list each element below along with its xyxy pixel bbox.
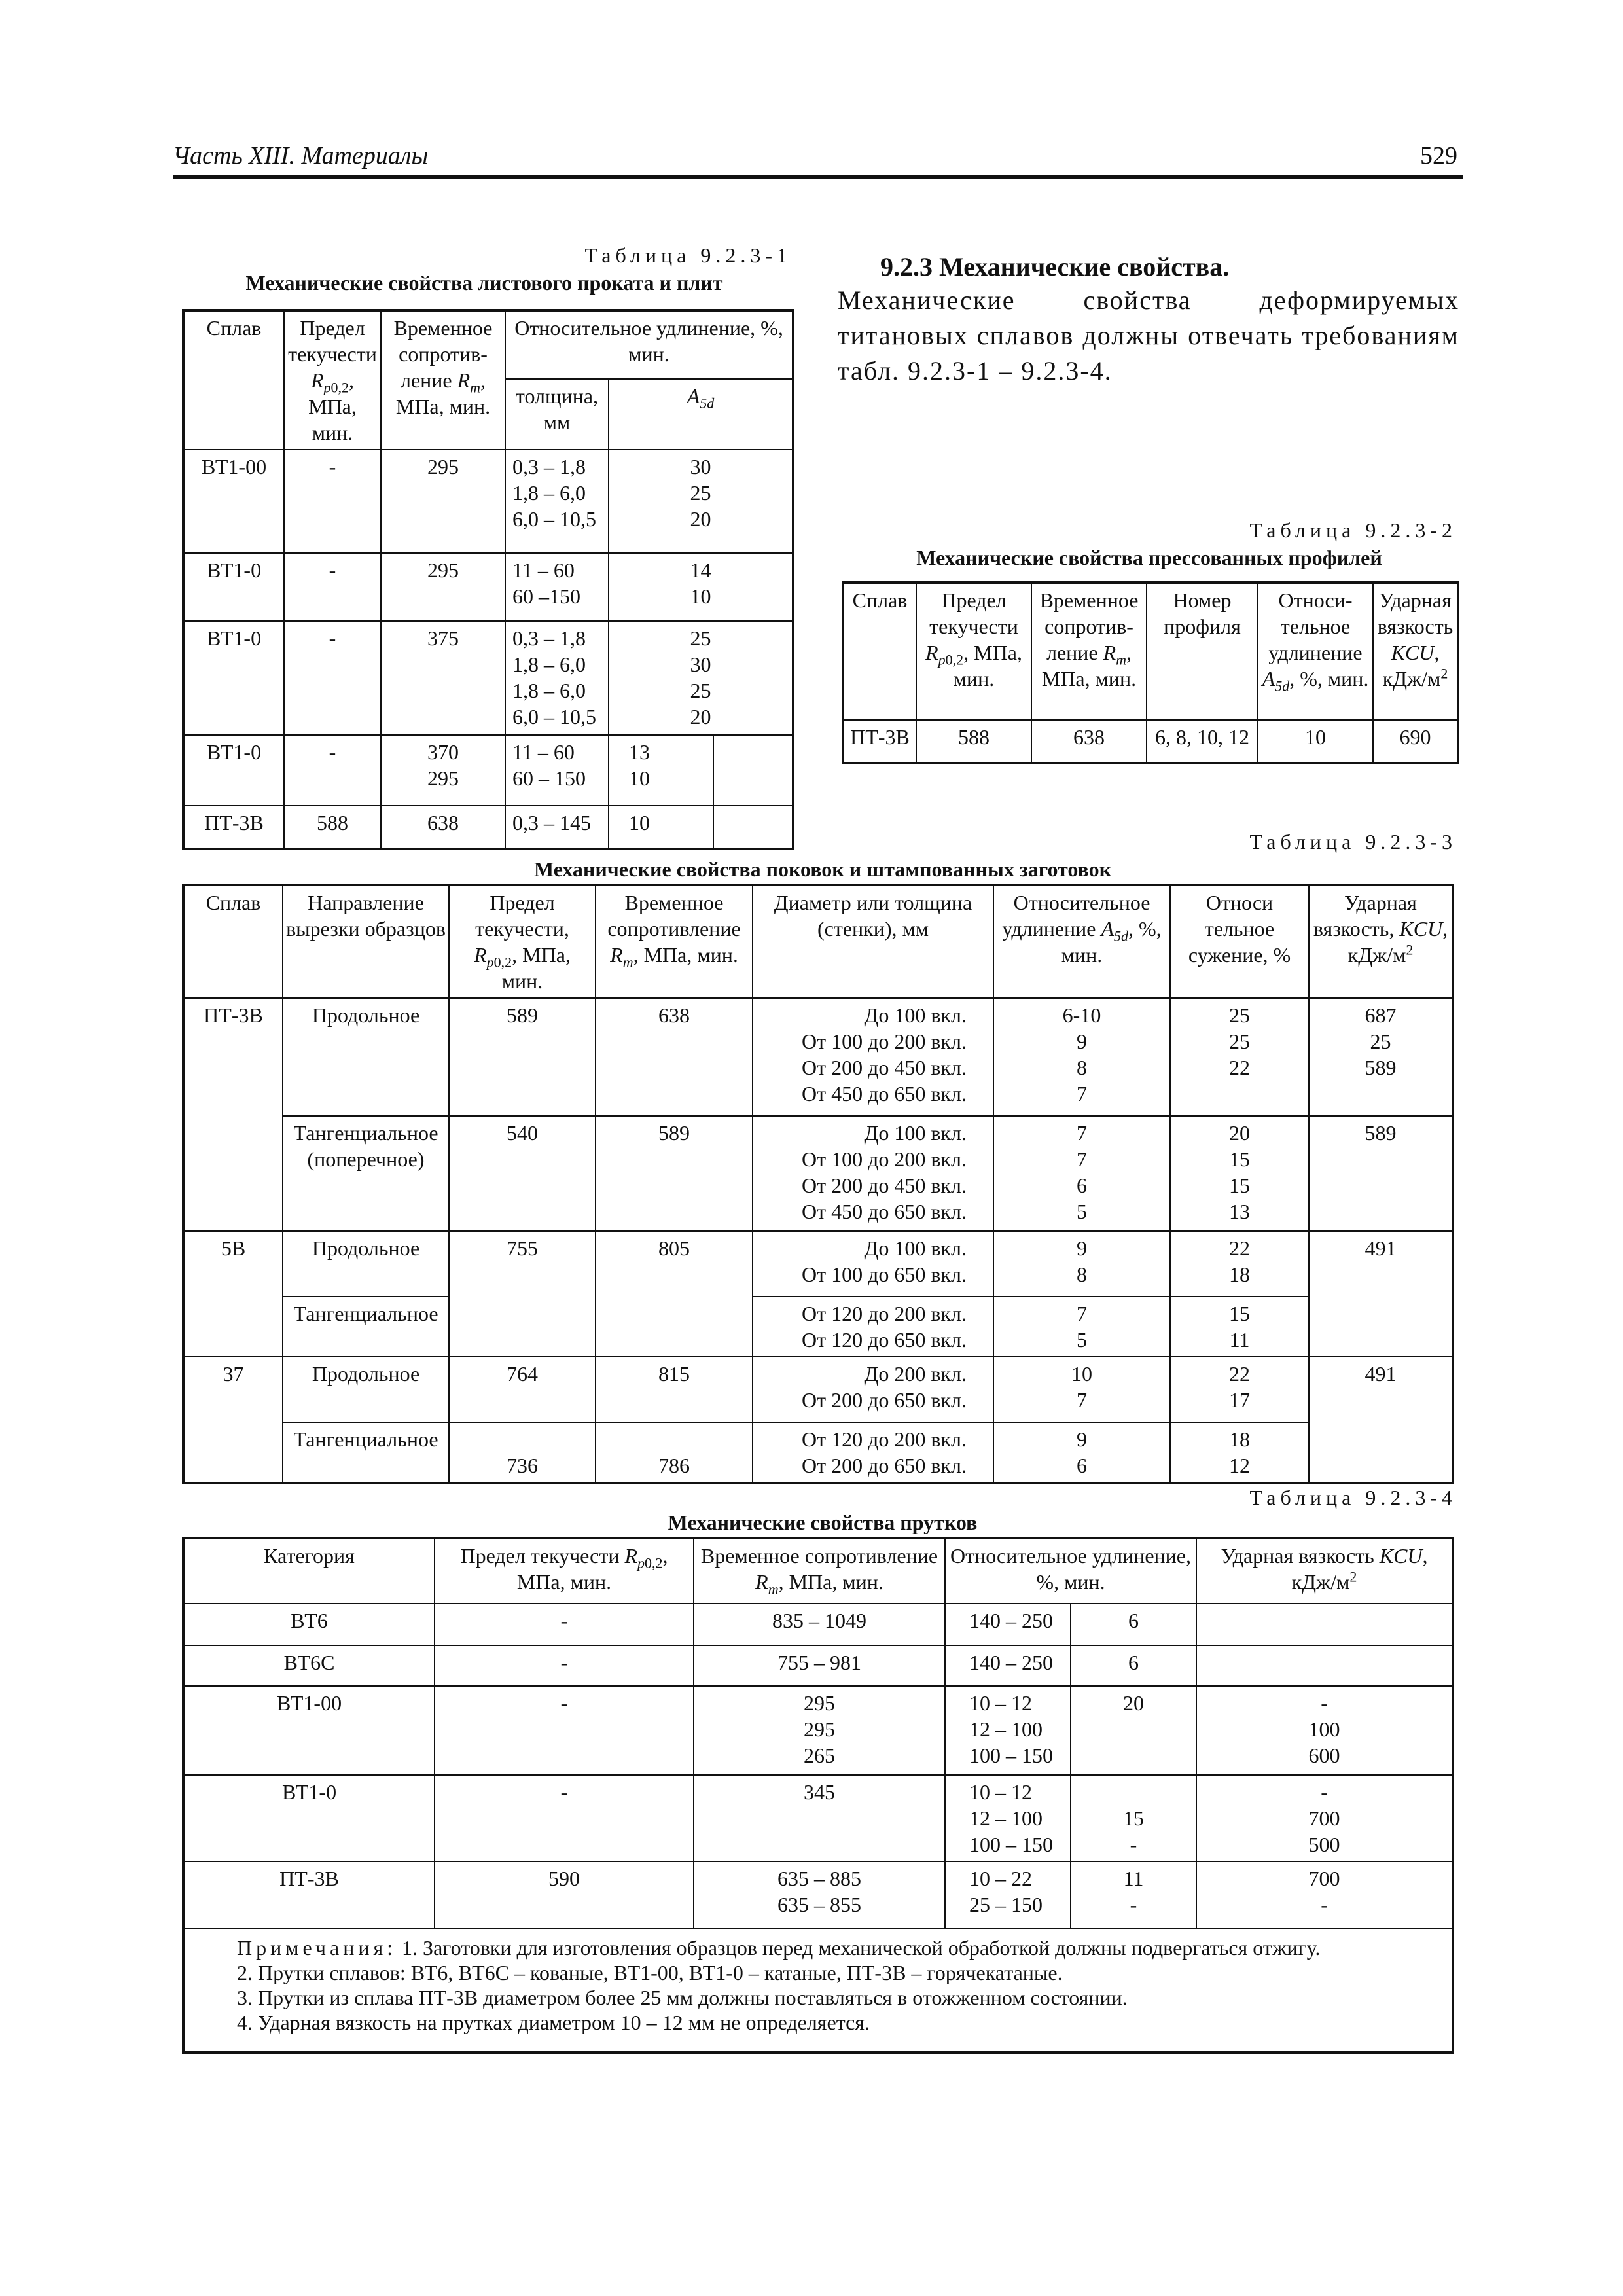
- t1-header-alloy: Сплав: [183, 310, 284, 450]
- t1-thickness: 11 – 60 60 –150: [505, 553, 609, 621]
- t4-kcu: [1196, 1645, 1453, 1686]
- t3-kcu: 687 25 589: [1309, 998, 1453, 1116]
- table-3: [182, 884, 1454, 1484]
- t1-header-a5d: $A_{5d}$: [609, 379, 793, 450]
- running-header-title: Часть XIII. Материалы: [173, 142, 429, 170]
- table-row: [183, 998, 1453, 1116]
- t3-alloy: ПТ-3В: [183, 998, 283, 1231]
- table-4-caption: Механические свойства прутков: [668, 1511, 978, 1534]
- table-1: [182, 309, 794, 850]
- t3-reduction: 20 15 15 13: [1170, 1116, 1309, 1231]
- t3-header-kcu: Ударная вязкость, KCU, кДж/$м^2$: [1309, 885, 1453, 998]
- t4-header-yield: Предел текучести $R_{p0,2}$, МПа, мин.: [435, 1538, 694, 1604]
- t3-tensile: 815: [596, 1357, 753, 1422]
- t4-tensile: 635 – 885 635 – 855: [694, 1861, 945, 1928]
- t3-yield: 764: [449, 1357, 596, 1422]
- t4-elongation: 15 -: [1071, 1775, 1196, 1861]
- t1-thickness: 11 – 60 60 – 150: [505, 735, 609, 806]
- t1-empty-cell: [713, 806, 793, 849]
- t1-yield: -: [284, 621, 381, 735]
- t4-yield: -: [435, 1686, 694, 1775]
- t2-header-profile: Номер профиля: [1147, 583, 1258, 720]
- t2-cell: 6, 8, 10, 12: [1147, 720, 1258, 763]
- t3-reduction: 22 17: [1170, 1357, 1309, 1422]
- t1-yield: -: [284, 735, 381, 806]
- t3-elongation: 7 5: [993, 1297, 1170, 1357]
- t1-elongation: 30 25 20: [609, 450, 793, 553]
- t4-category: ВТ1-0: [183, 1775, 435, 1861]
- t1-tensile: 375: [381, 621, 505, 735]
- table-1-caption: Механические свойства листового проката и плит: [245, 271, 723, 295]
- t3-reduction: 25 25 22: [1170, 998, 1309, 1116]
- t2-cell: 10: [1258, 720, 1373, 763]
- t3-reduction: 15 11: [1170, 1297, 1309, 1357]
- section-heading: 9.2.3 Механические свойства.: [880, 252, 1230, 281]
- t4-tensile: 835 – 1049: [694, 1604, 945, 1645]
- t4-kcu: 700 -: [1196, 1861, 1453, 1928]
- t4-yield: -: [435, 1775, 694, 1861]
- table-3-number: Таблица 9.2.3-3: [1249, 830, 1457, 853]
- note-2: 2. Прутки сплавов: ВТ6, ВТ6С – кованые, ВТ1-00, ВТ1-0 – катаные, ПТ-3В – горячекатаные.: [237, 1961, 1063, 1984]
- t4-category: ВТ6: [183, 1604, 435, 1645]
- t4-header-category: Категория: [183, 1538, 435, 1604]
- t4-category: ВТ6С: [183, 1645, 435, 1686]
- table-4: [182, 1537, 1454, 2054]
- t4-tensile: 295 295 265: [694, 1686, 945, 1775]
- t1-alloy: ВТ1-0: [183, 553, 284, 621]
- table-row: [183, 621, 793, 735]
- t1-alloy: ВТ1-0: [183, 735, 284, 806]
- t3-kcu: 491: [1309, 1231, 1453, 1357]
- t4-category: ПТ-3В: [183, 1861, 435, 1928]
- t4-elongation: 6: [1071, 1645, 1196, 1686]
- t4-diameter: 10 – 22 25 – 150: [945, 1861, 1071, 1928]
- table-row: [843, 720, 1458, 763]
- t1-alloy: ВТ1-0: [183, 621, 284, 735]
- t4-yield: -: [435, 1604, 694, 1645]
- t3-header-tensile: Временное сопротивление $R_m$, МПа, мин.: [596, 885, 753, 998]
- t4-category: ВТ1-00: [183, 1686, 435, 1775]
- t3-direction: Тангенциальное: [283, 1297, 449, 1357]
- t1-header-thickness: толщина, мм: [505, 379, 609, 450]
- t1-yield: 588: [284, 806, 381, 849]
- t1-header-elongation: Относительное удлинение, %, мин.: [505, 310, 793, 379]
- t3-tensile: 638: [596, 998, 753, 1116]
- note-1: 1. Заготовки для изготовления образцов перед механической обработкой должны подвергаться отжигу.: [402, 1936, 1321, 1960]
- note-4: 4. Ударная вязкость на прутках диаметром 10 – 12 мм не определяется.: [237, 2011, 870, 2034]
- t1-elongation: 25 30 25 20: [609, 621, 793, 735]
- t3-yield: 736: [449, 1422, 596, 1483]
- section-body: Механические свойства деформируемых титановых сплавов должны отвечать требованиям табл. 9.2.3-1 – 9.2.3-4.: [838, 285, 1459, 386]
- t4-yield: -: [435, 1645, 694, 1686]
- t3-elongation: 10 7: [993, 1357, 1170, 1422]
- table-row: [183, 553, 793, 621]
- t4-diameter: 140 – 250: [945, 1604, 1071, 1645]
- table-2: [842, 581, 1459, 764]
- t2-header-yield: Предел текучести $R_{p0,2}$, МПа, мин.: [916, 583, 1031, 720]
- t1-alloy: ВТ1-00: [183, 450, 284, 553]
- t1-yield: -: [284, 450, 381, 553]
- t3-header-dimension: Диаметр или толщина (стенки), мм: [753, 885, 993, 998]
- t4-header-tensile: Временное сопротивление $R_m$, МПа, мин.: [694, 1538, 945, 1604]
- page-number: 529: [1420, 142, 1457, 170]
- table-row: [183, 1231, 1453, 1297]
- t3-elongation: 9 8: [993, 1231, 1170, 1297]
- t2-cell: 588: [916, 720, 1031, 763]
- t1-tensile: 295: [381, 553, 505, 621]
- t3-yield: 755: [449, 1231, 596, 1357]
- t3-header-reduction: Относи тельное сужение, %: [1170, 885, 1309, 998]
- t4-tensile: 345: [694, 1775, 945, 1861]
- t1-tensile: 370 295: [381, 735, 505, 806]
- table-row: [183, 1686, 1453, 1775]
- t1-thickness: 0,3 – 1,8 1,8 – 6,0 6,0 – 10,5: [505, 450, 609, 553]
- t1-elongation: 10: [609, 806, 713, 849]
- t3-elongation: 7 7 6 5: [993, 1116, 1170, 1231]
- t2-header-elongation: Относи-тельное удлинение $A_{5d}$, %, мин.: [1258, 583, 1373, 720]
- table-4-number: Таблица 9.2.3-4: [1249, 1486, 1457, 1509]
- t3-header-alloy: Сплав: [183, 885, 283, 998]
- t4-kcu: [1196, 1604, 1453, 1645]
- t3-direction: Продольное: [283, 998, 449, 1116]
- t2-cell: 638: [1031, 720, 1147, 763]
- table-row: [183, 450, 793, 553]
- t3-dimension: До 100 вкл. От 100 до 650 вкл.: [753, 1231, 993, 1297]
- t2-header-tensile: Временное сопротив-ление $R_m$, МПа, мин.: [1031, 583, 1147, 720]
- table-row: [183, 1775, 1453, 1861]
- t1-elongation: 14 10: [609, 553, 793, 621]
- t3-direction: Тангенциальное (поперечное): [283, 1116, 449, 1231]
- t4-header-elongation: Относительное удлинение, %, мин.: [945, 1538, 1196, 1604]
- table-row: [183, 1861, 1453, 1928]
- t4-tensile: 755 – 981: [694, 1645, 945, 1686]
- t3-tensile: 805: [596, 1231, 753, 1357]
- t2-cell: 690: [1373, 720, 1458, 763]
- t3-reduction: 22 18: [1170, 1231, 1309, 1297]
- table-2-number: Таблица 9.2.3-2: [1249, 518, 1457, 542]
- t1-header-tensile: Временное сопротив-ление $R_m$, МПа, мин.: [381, 310, 505, 450]
- table-1-number: Таблица 9.2.3-1: [584, 243, 792, 267]
- t3-dimension: До 100 вкл. От 100 до 200 вкл. От 200 до 450 вкл. От 450 до 650 вкл.: [753, 1116, 993, 1231]
- t1-elongation: 13 10: [609, 735, 713, 806]
- t1-tensile: 638: [381, 806, 505, 849]
- table-row: [183, 1422, 1453, 1483]
- t3-tensile: 786: [596, 1422, 753, 1483]
- t3-direction: Тангенциальное: [283, 1422, 449, 1483]
- t3-header-yield: Предел текучести, $R_{p0,2}$, МПа, мин.: [449, 885, 596, 998]
- t3-dimension: От 120 до 200 вкл. От 120 до 650 вкл.: [753, 1297, 993, 1357]
- t1-tensile: 295: [381, 450, 505, 553]
- t3-kcu: 491: [1309, 1357, 1453, 1483]
- t4-diameter: 140 – 250: [945, 1645, 1071, 1686]
- t3-yield: 589: [449, 998, 596, 1116]
- table-row: [183, 806, 793, 849]
- header-rule: [173, 175, 1463, 179]
- table-row: [183, 735, 793, 806]
- t3-alloy: 37: [183, 1357, 283, 1483]
- t3-elongation: 6-10 9 8 7: [993, 998, 1170, 1116]
- t4-header-kcu: Ударная вязкость KCU, кДж/$м^2$: [1196, 1538, 1453, 1604]
- t2-cell: ПТ-3В: [843, 720, 916, 763]
- table-3-caption: Механические свойства поковок и штампованных заготовок: [533, 857, 1112, 881]
- t1-thickness: 0,3 – 145: [505, 806, 609, 849]
- t3-reduction: 18 12: [1170, 1422, 1309, 1483]
- table-row: [183, 1116, 1453, 1231]
- t2-header-alloy: Сплав: [843, 583, 916, 720]
- table-row: [183, 1297, 1453, 1357]
- t4-elongation: 6: [1071, 1604, 1196, 1645]
- t4-elongation: 11 -: [1071, 1861, 1196, 1928]
- table-row: [183, 1645, 1453, 1686]
- t3-yield: 540: [449, 1116, 596, 1231]
- t1-yield: -: [284, 553, 381, 621]
- t4-diameter: 10 – 12 12 – 100 100 – 150: [945, 1686, 1071, 1775]
- t4-elongation: 20: [1071, 1686, 1196, 1775]
- t4-yield: 590: [435, 1861, 694, 1928]
- t1-thickness: 0,3 – 1,8 1,8 – 6,0 1,8 – 6,0 6,0 – 10,5: [505, 621, 609, 735]
- table-4-notes: [183, 1928, 1453, 2053]
- t4-kcu: - 100 600: [1196, 1686, 1453, 1775]
- notes-label: Примечания:: [237, 1936, 397, 1960]
- note-3: 3. Прутки из сплава ПТ-3В диаметром более 25 мм должны поставляться в отожженном состоянии.: [237, 1986, 1128, 2009]
- t3-tensile: 589: [596, 1116, 753, 1231]
- table-row: [183, 1604, 1453, 1645]
- t3-elongation: 9 6: [993, 1422, 1170, 1483]
- t3-header-direction: Направление вырезки образцов: [283, 885, 449, 998]
- t3-header-elongation: Относительное удлинение $A_{5d}$, %, мин.: [993, 885, 1170, 998]
- t3-dimension: До 100 вкл. От 100 до 200 вкл. От 200 до 450 вкл. От 450 до 650 вкл.: [753, 998, 993, 1116]
- t3-kcu: 589: [1309, 1116, 1453, 1231]
- t3-direction: Продольное: [283, 1357, 449, 1422]
- t4-kcu: - 700 500: [1196, 1775, 1453, 1861]
- t1-header-yield: Предел текучести $R_{p0,2}$, МПа, мин.: [284, 310, 381, 450]
- t2-header-kcu: Ударная вязкость KCU, кДж/$м^2$: [1373, 583, 1458, 720]
- t3-alloy: 5В: [183, 1231, 283, 1357]
- table-2-caption: Механические свойства прессованных профилей: [916, 546, 1382, 569]
- t3-dimension: От 120 до 200 вкл. От 200 до 650 вкл.: [753, 1422, 993, 1483]
- t4-diameter: 10 – 12 12 – 100 100 – 150: [945, 1775, 1071, 1861]
- t1-empty-cell: [713, 735, 793, 806]
- t3-dimension: До 200 вкл. От 200 до 650 вкл.: [753, 1357, 993, 1422]
- t3-direction: Продольное: [283, 1231, 449, 1297]
- t1-alloy: ПТ-3В: [183, 806, 284, 849]
- table-row: [183, 1357, 1453, 1422]
